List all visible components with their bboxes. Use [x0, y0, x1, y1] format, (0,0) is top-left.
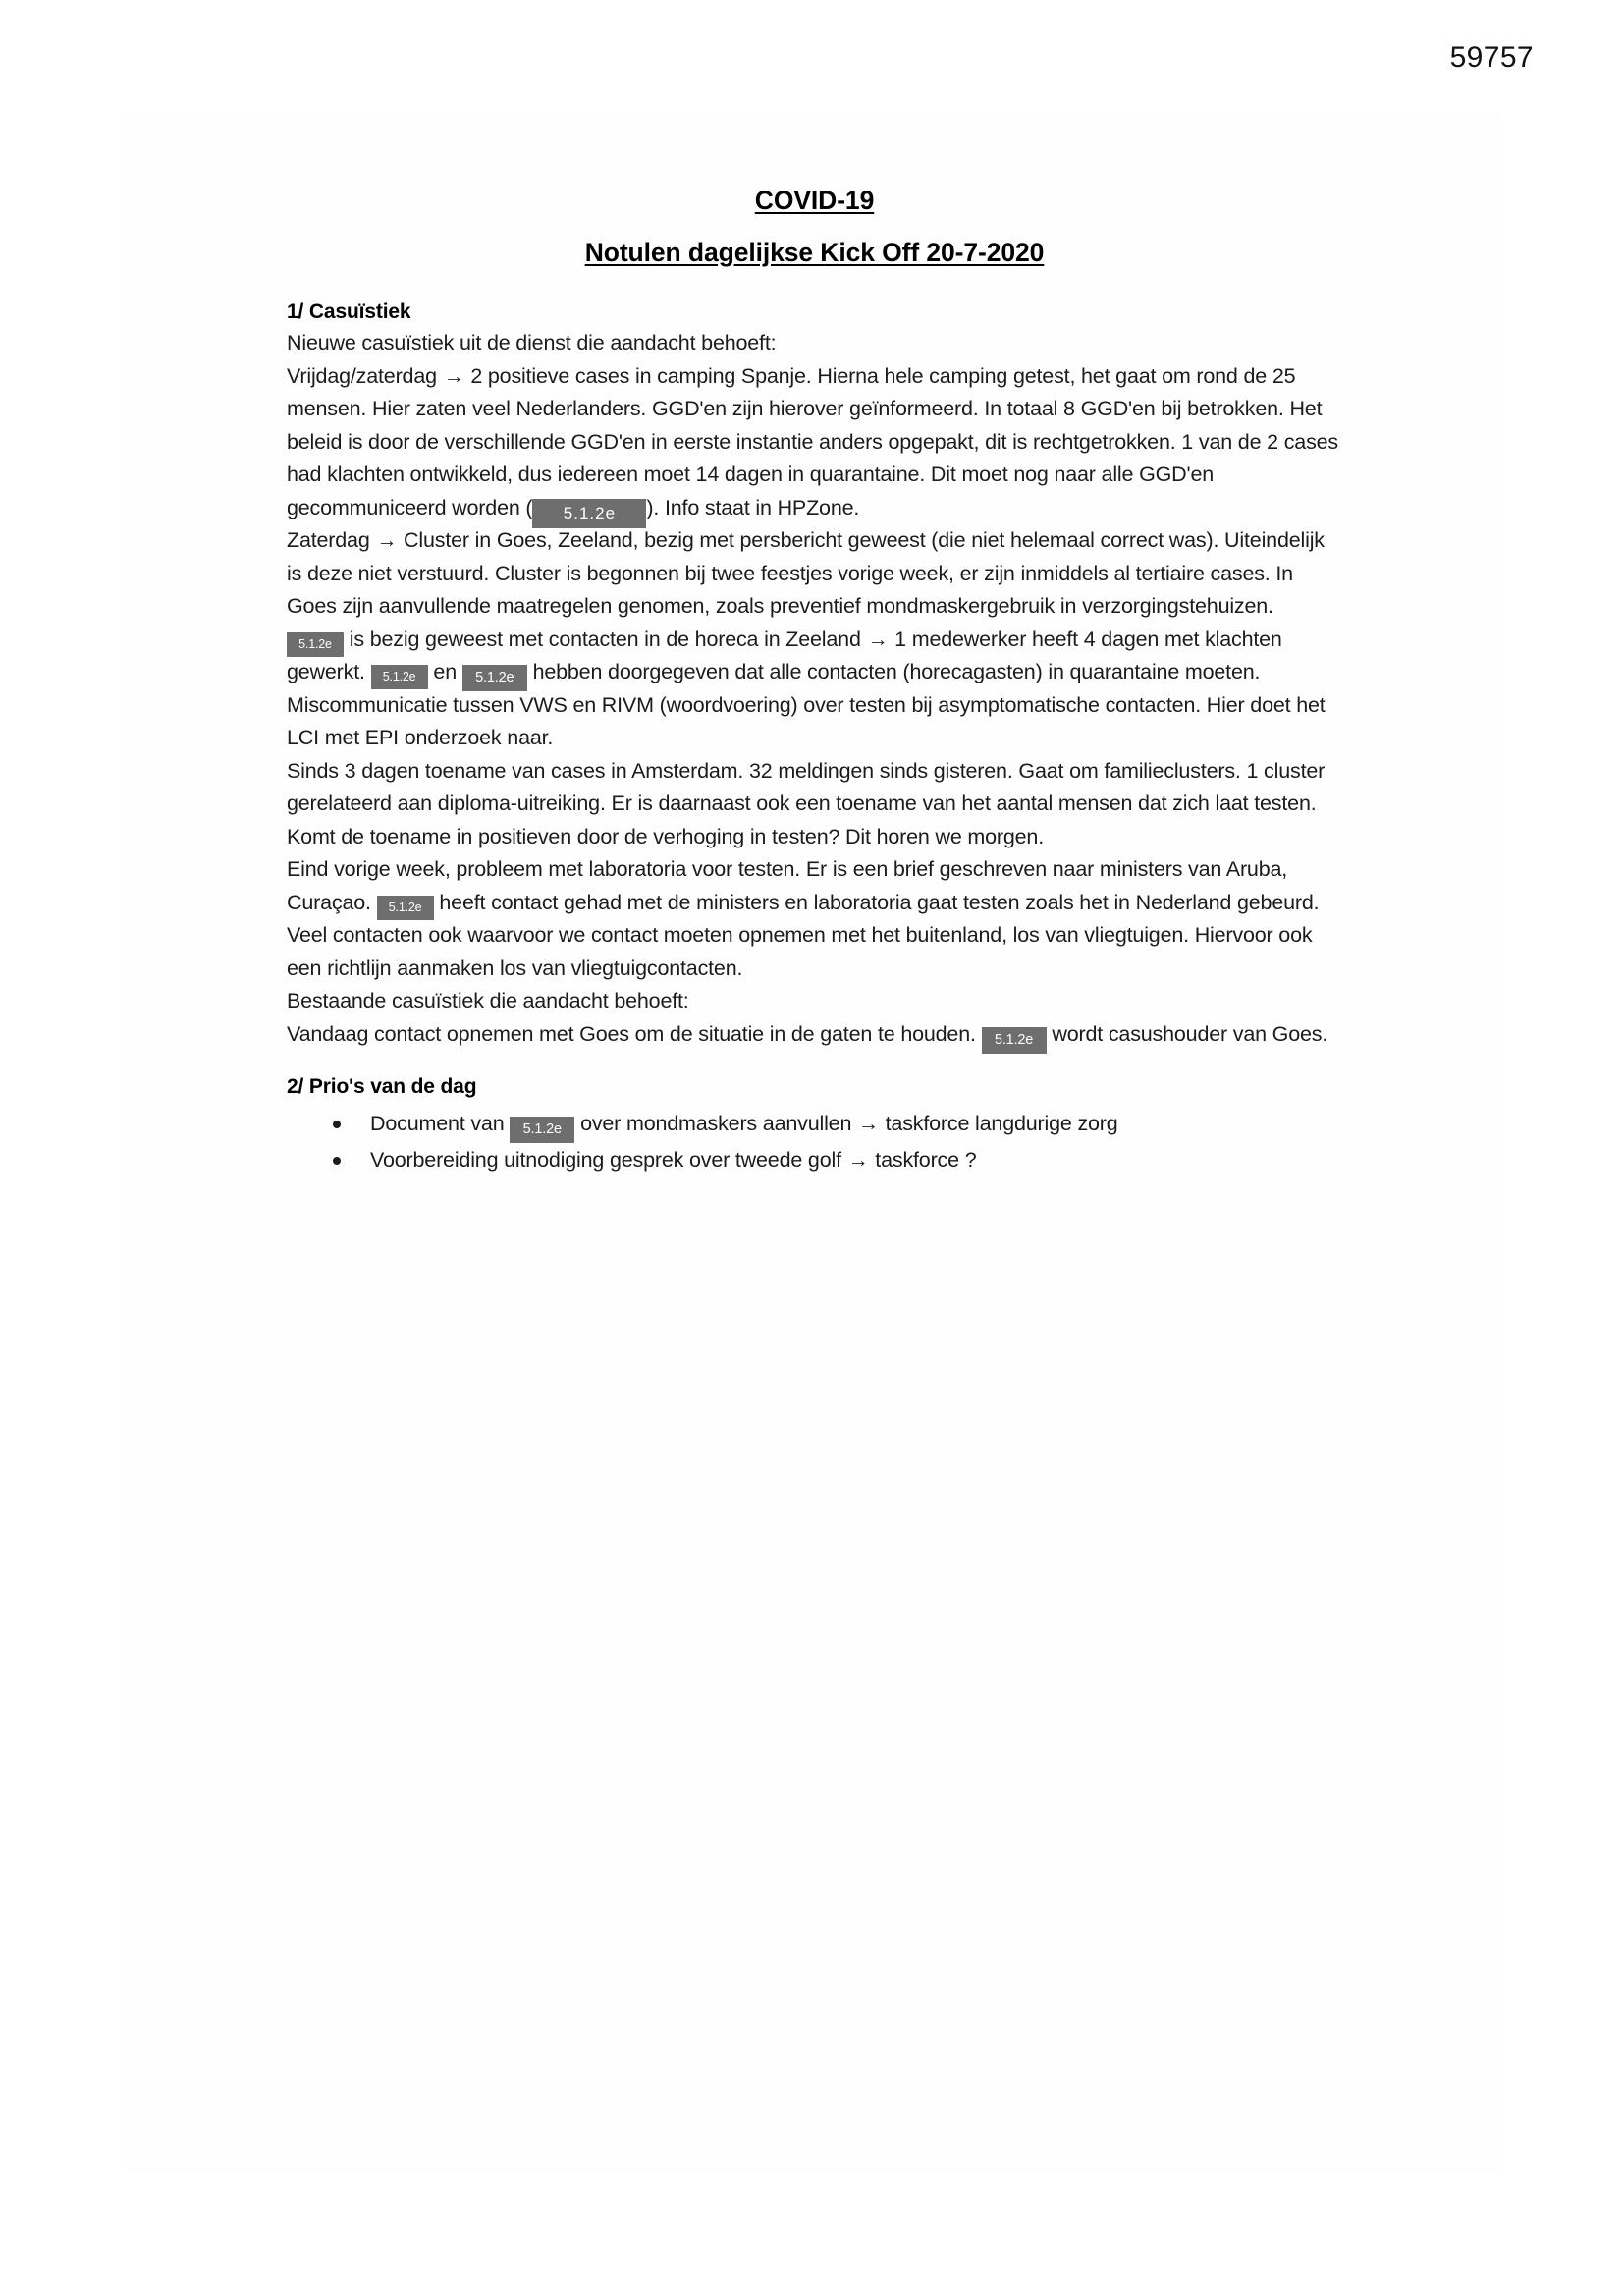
- right-arrow-icon: →: [867, 628, 889, 651]
- text-run: heeft contact gehad met de ministers en laboratoria gaat testen zoals het in Nederland gebeurd.: [439, 890, 1320, 914]
- priorities-list: [287, 1106, 1342, 1178]
- text-run: Vrijdag/zaterdag: [287, 363, 437, 388]
- list-item: [287, 1106, 1342, 1142]
- title-block: [287, 185, 1342, 268]
- text-run: Eind vorige week, probleem met laboratoria voor testen. Er is een brief geschreven naar ministers van Aruba, Curaçao.: [287, 857, 1288, 914]
- right-arrow-icon: →: [443, 364, 464, 388]
- paragraph-bestaande-casuistiek-intro: Bestaande casuïstiek die aandacht behoeft:: [287, 989, 689, 1012]
- redaction-box: 5.1.2e: [532, 499, 646, 528]
- redaction-box: 5.1.2e: [371, 665, 428, 689]
- text-run: hebben doorgegeven dat alle contacten (horecagasten) in quarantaine moeten.: [532, 660, 1261, 683]
- paragraph-horeca-zeeland: [287, 624, 1342, 689]
- paragraph-casushouder-goes: [287, 1018, 1342, 1052]
- text-run: taskforce langdurige zorg: [885, 1112, 1118, 1135]
- document-body: [287, 0, 1342, 1178]
- right-arrow-icon: →: [858, 1113, 879, 1135]
- paragraph-laboratoria: [287, 853, 1342, 919]
- text-run: Vandaag contact opnemen met Goes om de situatie in de gaten te houden.: [287, 1021, 976, 1046]
- text-run: taskforce ?: [875, 1148, 977, 1172]
- text-run: en: [433, 660, 457, 683]
- page-number: 59757: [1449, 41, 1534, 74]
- document-title: COVID-19: [754, 186, 875, 215]
- text-run: Voorbereiding uitnodiging gesprek over tweede golf: [370, 1148, 841, 1172]
- right-arrow-icon: →: [847, 1149, 869, 1172]
- text-run: 2 positieve cases in camping Spanje. Hierna hele camping getest, het gaat om rond de 25 mensen. Hier zaten veel Nederlanders. GGD'en zijn hierover geïnformeerd. In totaal 8 GGD'en bij betrokken. Het beleid is door de verschillende GGD'en in eerste instantie anders opgepakt, dit is rechtgetrokken. 1 van de 2 cases had klachten ontwikkeld, dus iedereen moet 14 dagen in quarantaine. Dit moet nog naar alle GGD'en gecommuniceerd worden (: [287, 363, 1338, 519]
- spacer: [287, 1051, 1342, 1072]
- paragraph-amsterdam: Sinds 3 dagen toename van cases in Amsterdam. 32 meldingen sinds gisteren. Gaat om familieclusters. 1 cluster gerelateerd aan diploma-uitreiking. Er is daarnaast ook een toename van het aantal mensen dat zich laat testen. Komt de toename in positieven door de verhoging in testen? Dit horen we morgen.: [287, 758, 1326, 848]
- text-run: ). Info staat in HPZone.: [646, 495, 860, 519]
- paragraph-miscommunicatie: Miscommunicatie tussen VWS en RIVM (woordvoering) over testen bij asymptomatische contacten. Hier doet het LCI met EPI onderzoek naar.: [287, 692, 1326, 749]
- paragraph-intro-casuistiek: Nieuwe casuïstiek uit de dienst die aandacht behoeft:: [287, 331, 777, 355]
- text-run: wordt casushouder van Goes.: [1052, 1021, 1328, 1046]
- text-run: Zaterdag: [287, 528, 370, 552]
- spacer: [287, 268, 1342, 298]
- redaction-box: 5.1.2e: [982, 1027, 1047, 1054]
- text-run: is bezig geweest met contacten in de horeca in Zeeland: [349, 627, 861, 651]
- paragraph-zaterdag-goes: [287, 524, 1342, 624]
- paragraph-vrijdag-zaterdag: [287, 360, 1342, 525]
- section-heading-casuistiek: 1/ Casuïstiek: [287, 301, 411, 323]
- text-run: 1 medewerker heeft 4 dagen met klachten gewerkt.: [287, 627, 1282, 683]
- redaction-box: 5.1.2e: [462, 665, 527, 691]
- text-run: Document van: [370, 1112, 505, 1135]
- list-item: [287, 1142, 1342, 1178]
- redaction-box: 5.1.2e: [287, 632, 344, 657]
- right-arrow-icon: →: [376, 529, 398, 552]
- text-run: over mondmaskers aanvullen: [580, 1112, 852, 1135]
- text-run: Cluster in Goes, Zeeland, bezig met persbericht geweest (die niet helemaal correct was). Uiteindelijk is deze niet verstuurd. Cluster is begonnen bij twee feestjes vorige week, er zijn inmiddels al tertiaire cases. In Goes zijn aanvullende maatregelen genomen, zoals preventief mondmaskergebruik in verzorgingstehuizen.: [287, 528, 1325, 618]
- redaction-box: 5.1.2e: [510, 1117, 574, 1143]
- document-subtitle: Notulen dagelijkse Kick Off 20-7-2020: [584, 238, 1045, 267]
- redaction-box: 5.1.2e: [377, 896, 434, 920]
- section-heading-prios: 2/ Prio's van de dag: [287, 1075, 477, 1098]
- paragraph-vliegtuigcontacten: Veel contacten ook waarvoor we contact moeten opnemen met het buitenland, los van vliegtuigen. Hiervoor ook een richtlijn aanmaken los van vliegtuigcontacten.: [287, 923, 1313, 980]
